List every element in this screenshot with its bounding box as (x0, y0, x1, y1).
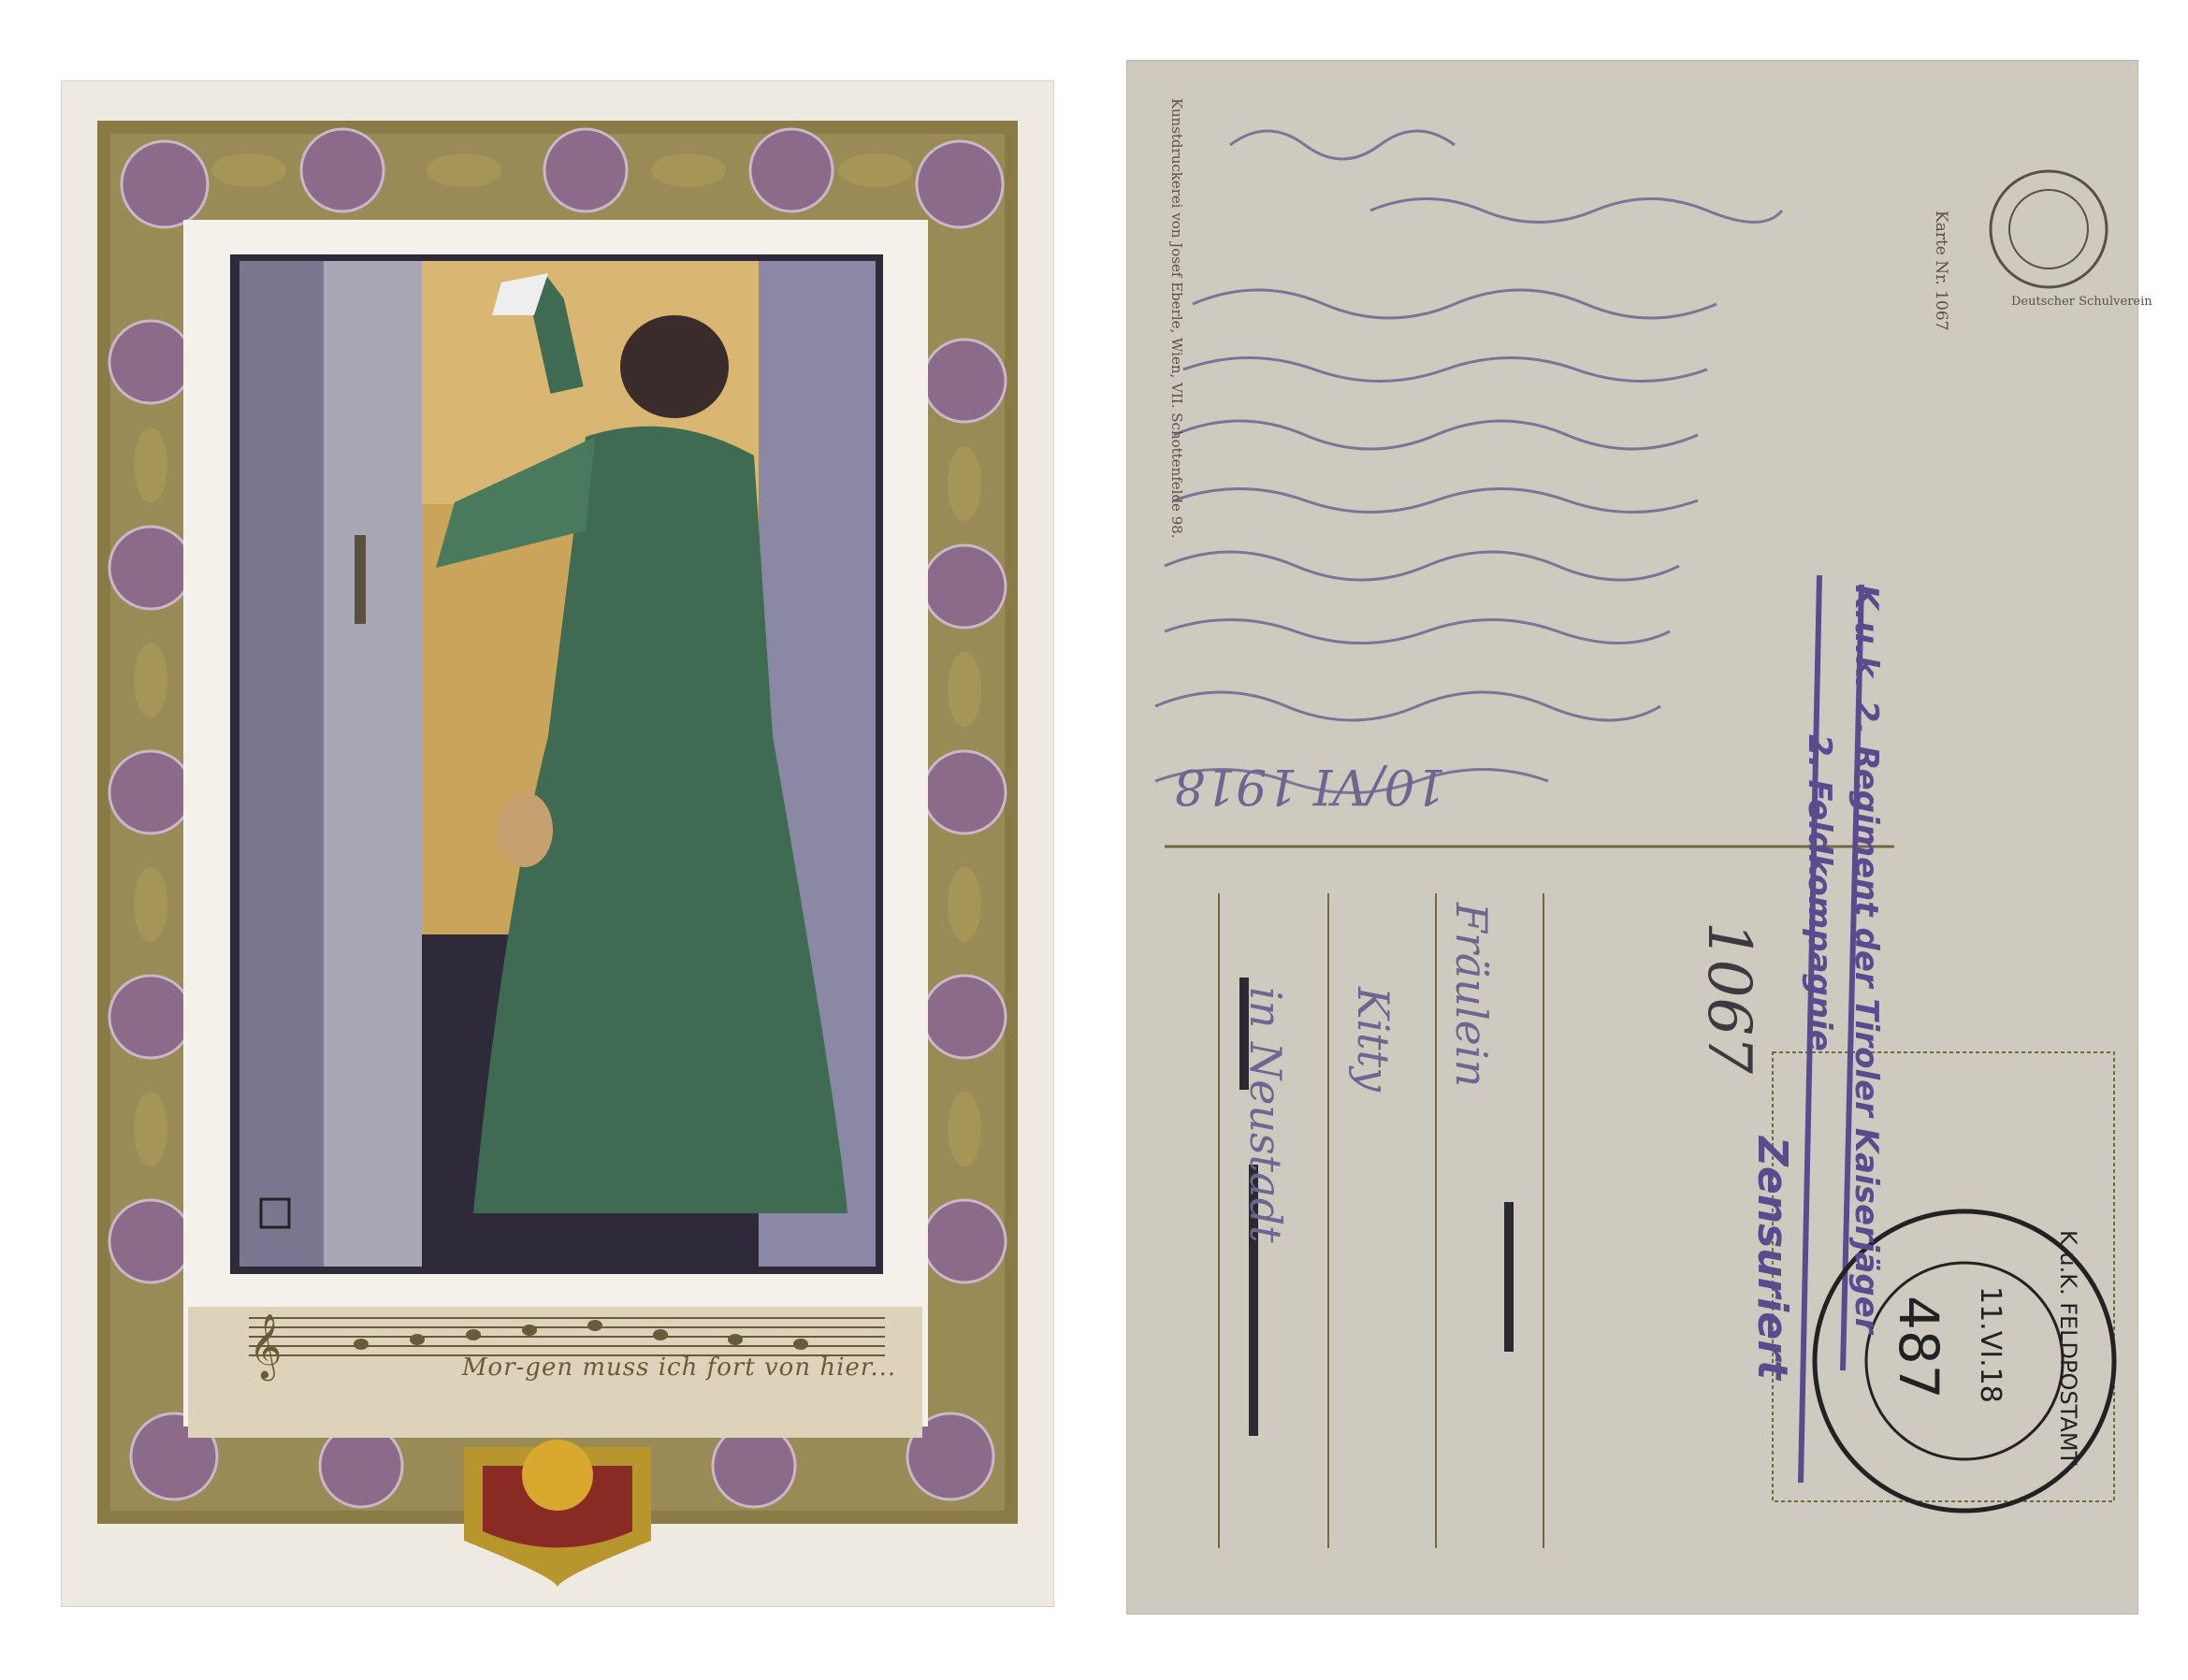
address-line-3: in Neustadt (1240, 987, 1291, 1243)
address-line-2: Kitty (1348, 987, 1398, 1093)
censor-stamp-line1: K.u.k. 2. Regiment der Tiroler Kaiserjäger (1847, 585, 1885, 1334)
woman-hair (620, 315, 729, 418)
postmark-ring-text: K.u.K. FELDPOSTAMT (2055, 1230, 2081, 1466)
door-handle (355, 535, 366, 624)
handwritten-number: 1067 (1694, 921, 1763, 1074)
handwritten-date: 10/VI 1918 (1174, 758, 1446, 814)
printer-imprint: Kunstdruckerei von Josef Eberle, Wien, VII. Schottenfelde 98. (1168, 98, 1185, 539)
back-emblem (1991, 171, 2107, 287)
postmark-number: 487 (1887, 1296, 1950, 1399)
handwritten-message (1155, 131, 1782, 793)
postcard-back (1127, 61, 2152, 1614)
svg-text:𝄞: 𝄞 (249, 1313, 283, 1379)
censor-stamp-line3: Zensuriert (1748, 1137, 1796, 1380)
censor-stamp-line2: 2. Feldkompagnie (1801, 734, 1838, 1051)
card-number: Karte Nr. 1067 (1932, 210, 1950, 331)
song-lyrics: Mor-gen muss ich fort von hier... (461, 1354, 897, 1382)
address-line-1: Fräulein (1446, 903, 1497, 1088)
postcard-front (62, 81, 1053, 1606)
postmark-date: 11.VI.18 (1974, 1286, 2007, 1403)
emblem-text: Deutscher Schulverein (2011, 295, 2152, 309)
